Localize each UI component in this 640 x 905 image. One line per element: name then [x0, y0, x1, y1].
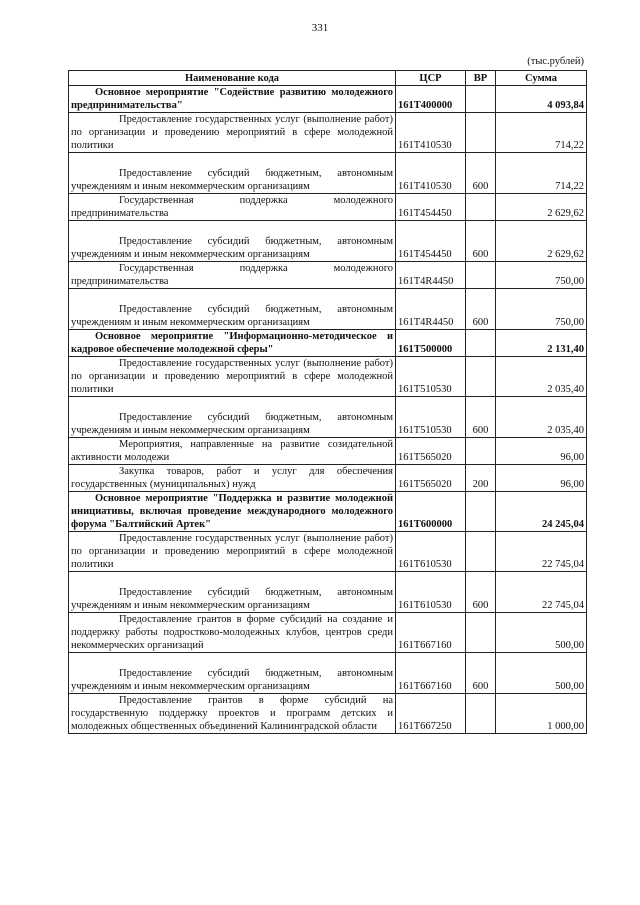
header-name: Наименование кода	[69, 71, 396, 86]
header-vr: ВР	[466, 71, 496, 86]
row-sum: 22 745,04	[496, 572, 587, 613]
row-name: Предоставление субсидий бюджетным, автономным учреждениям и иным некоммерческим организациям	[69, 221, 396, 262]
table-row	[69, 613, 587, 653]
row-sum: 4 093,84	[496, 86, 587, 113]
row-csr: 161Т610530	[396, 572, 466, 613]
row-csr: 161Т600000	[396, 492, 466, 532]
table-row	[69, 357, 587, 397]
units-label: (тыс.рублей)	[527, 56, 584, 67]
row-vr: 600	[466, 653, 496, 694]
row-name: Предоставление государственных услуг (выполнение работ) по организации и проведению мероприятий в сфере молодежной политики	[69, 113, 396, 153]
row-name: Предоставление государственных услуг (выполнение работ) по организации и проведению мероприятий в сфере молодежной политики	[69, 532, 396, 572]
row-sum: 96,00	[496, 438, 587, 465]
row-csr: 161Т565020	[396, 438, 466, 465]
row-csr: 161Т400000	[396, 86, 466, 113]
table-row	[69, 397, 587, 438]
row-sum: 500,00	[496, 613, 587, 653]
table-row	[69, 86, 587, 113]
row-csr: 161Т454450	[396, 221, 466, 262]
row-name: Государственная поддержка молодежного предпринимательства	[69, 194, 396, 221]
row-name: Предоставление государственных услуг (выполнение работ) по организации и проведению мероприятий в сфере молодежной политики	[69, 357, 396, 397]
row-name: Предоставление субсидий бюджетным, автономным учреждениям и иным некоммерческим организациям	[69, 153, 396, 194]
row-vr: 600	[466, 397, 496, 438]
row-sum: 750,00	[496, 262, 587, 289]
row-vr	[466, 357, 496, 397]
row-vr	[466, 86, 496, 113]
table-row	[69, 694, 587, 734]
row-sum: 96,00	[496, 465, 587, 492]
row-vr: 600	[466, 153, 496, 194]
table-header-row	[69, 71, 587, 86]
row-vr: 600	[466, 572, 496, 613]
table-row	[69, 262, 587, 289]
row-name: Закупка товаров, работ и услуг для обеспечения государственных (муниципальных) нужд	[69, 465, 396, 492]
row-sum: 714,22	[496, 113, 587, 153]
row-name: Предоставление субсидий бюджетным, автономным учреждениям и иным некоммерческим организациям	[69, 572, 396, 613]
row-vr: 200	[466, 465, 496, 492]
table-row	[69, 492, 587, 532]
row-name: Предоставление субсидий бюджетным, автономным учреждениям и иным некоммерческим организациям	[69, 289, 396, 330]
table-row	[69, 438, 587, 465]
table-row	[69, 113, 587, 153]
row-sum: 2 131,40	[496, 330, 587, 357]
row-name: Предоставление грантов в форме субсидий на государственную поддержку проектов и программ детских и молодежных общественных объединений Калининградской области	[69, 694, 396, 734]
row-vr: 600	[466, 221, 496, 262]
row-csr: 161Т410530	[396, 113, 466, 153]
row-name: Мероприятия, направленные на развитие созидательной активности молодежи	[69, 438, 396, 465]
table-row	[69, 532, 587, 572]
row-csr: 161Т610530	[396, 532, 466, 572]
row-name: Предоставление субсидий бюджетным, автономным учреждениям и иным некоммерческим организациям	[69, 653, 396, 694]
page-number: 331	[311, 22, 329, 34]
row-csr: 161Т500000	[396, 330, 466, 357]
row-csr: 161Т410530	[396, 153, 466, 194]
row-sum: 22 745,04	[496, 532, 587, 572]
row-vr	[466, 113, 496, 153]
row-csr: 161Т565020	[396, 465, 466, 492]
row-sum: 2 629,62	[496, 194, 587, 221]
row-sum: 2 035,40	[496, 397, 587, 438]
row-name: Предоставление субсидий бюджетным, автономным учреждениям и иным некоммерческим организациям	[69, 397, 396, 438]
row-csr: 161Т667250	[396, 694, 466, 734]
row-csr: 161Т667160	[396, 653, 466, 694]
row-csr: 161Т667160	[396, 613, 466, 653]
table-row	[69, 289, 587, 330]
header-csr: ЦСР	[396, 71, 466, 86]
budget-table	[68, 70, 587, 734]
row-vr	[466, 694, 496, 734]
table-row	[69, 221, 587, 262]
row-name: Основное мероприятие "Содействие развитию молодежного предпринимательства"	[69, 86, 396, 113]
row-name: Предоставление грантов в форме субсидий на создание и поддержку работы подростково-молодежных клубов, центров среди некоммерческих организаций	[69, 613, 396, 653]
row-csr: 161Т510530	[396, 397, 466, 438]
row-vr	[466, 613, 496, 653]
row-csr: 161Т4R4450	[396, 289, 466, 330]
table-row	[69, 194, 587, 221]
table-row	[69, 153, 587, 194]
row-sum: 2 035,40	[496, 357, 587, 397]
row-name: Основное мероприятие "Поддержка и развитие молодежной инициативы, включая проведение международного молодежного форума "Балтийский Артек"	[69, 492, 396, 532]
table-row	[69, 465, 587, 492]
row-vr	[466, 194, 496, 221]
row-csr: 161Т454450	[396, 194, 466, 221]
row-sum: 500,00	[496, 653, 587, 694]
row-sum: 2 629,62	[496, 221, 587, 262]
header-sum: Сумма	[496, 71, 587, 86]
row-csr: 161Т510530	[396, 357, 466, 397]
row-sum: 24 245,04	[496, 492, 587, 532]
row-vr	[466, 330, 496, 357]
table-row	[69, 330, 587, 357]
row-sum: 714,22	[496, 153, 587, 194]
row-vr	[466, 262, 496, 289]
row-name: Государственная поддержка молодежного предпринимательства	[69, 262, 396, 289]
row-vr	[466, 438, 496, 465]
row-vr	[466, 492, 496, 532]
row-sum: 750,00	[496, 289, 587, 330]
row-csr: 161Т4R4450	[396, 262, 466, 289]
table-row	[69, 572, 587, 613]
table-row	[69, 653, 587, 694]
row-sum: 1 000,00	[496, 694, 587, 734]
row-name: Основное мероприятие "Информационно-методическое и кадровое обеспечение молодежной сферы"	[69, 330, 396, 357]
row-vr	[466, 532, 496, 572]
row-vr: 600	[466, 289, 496, 330]
